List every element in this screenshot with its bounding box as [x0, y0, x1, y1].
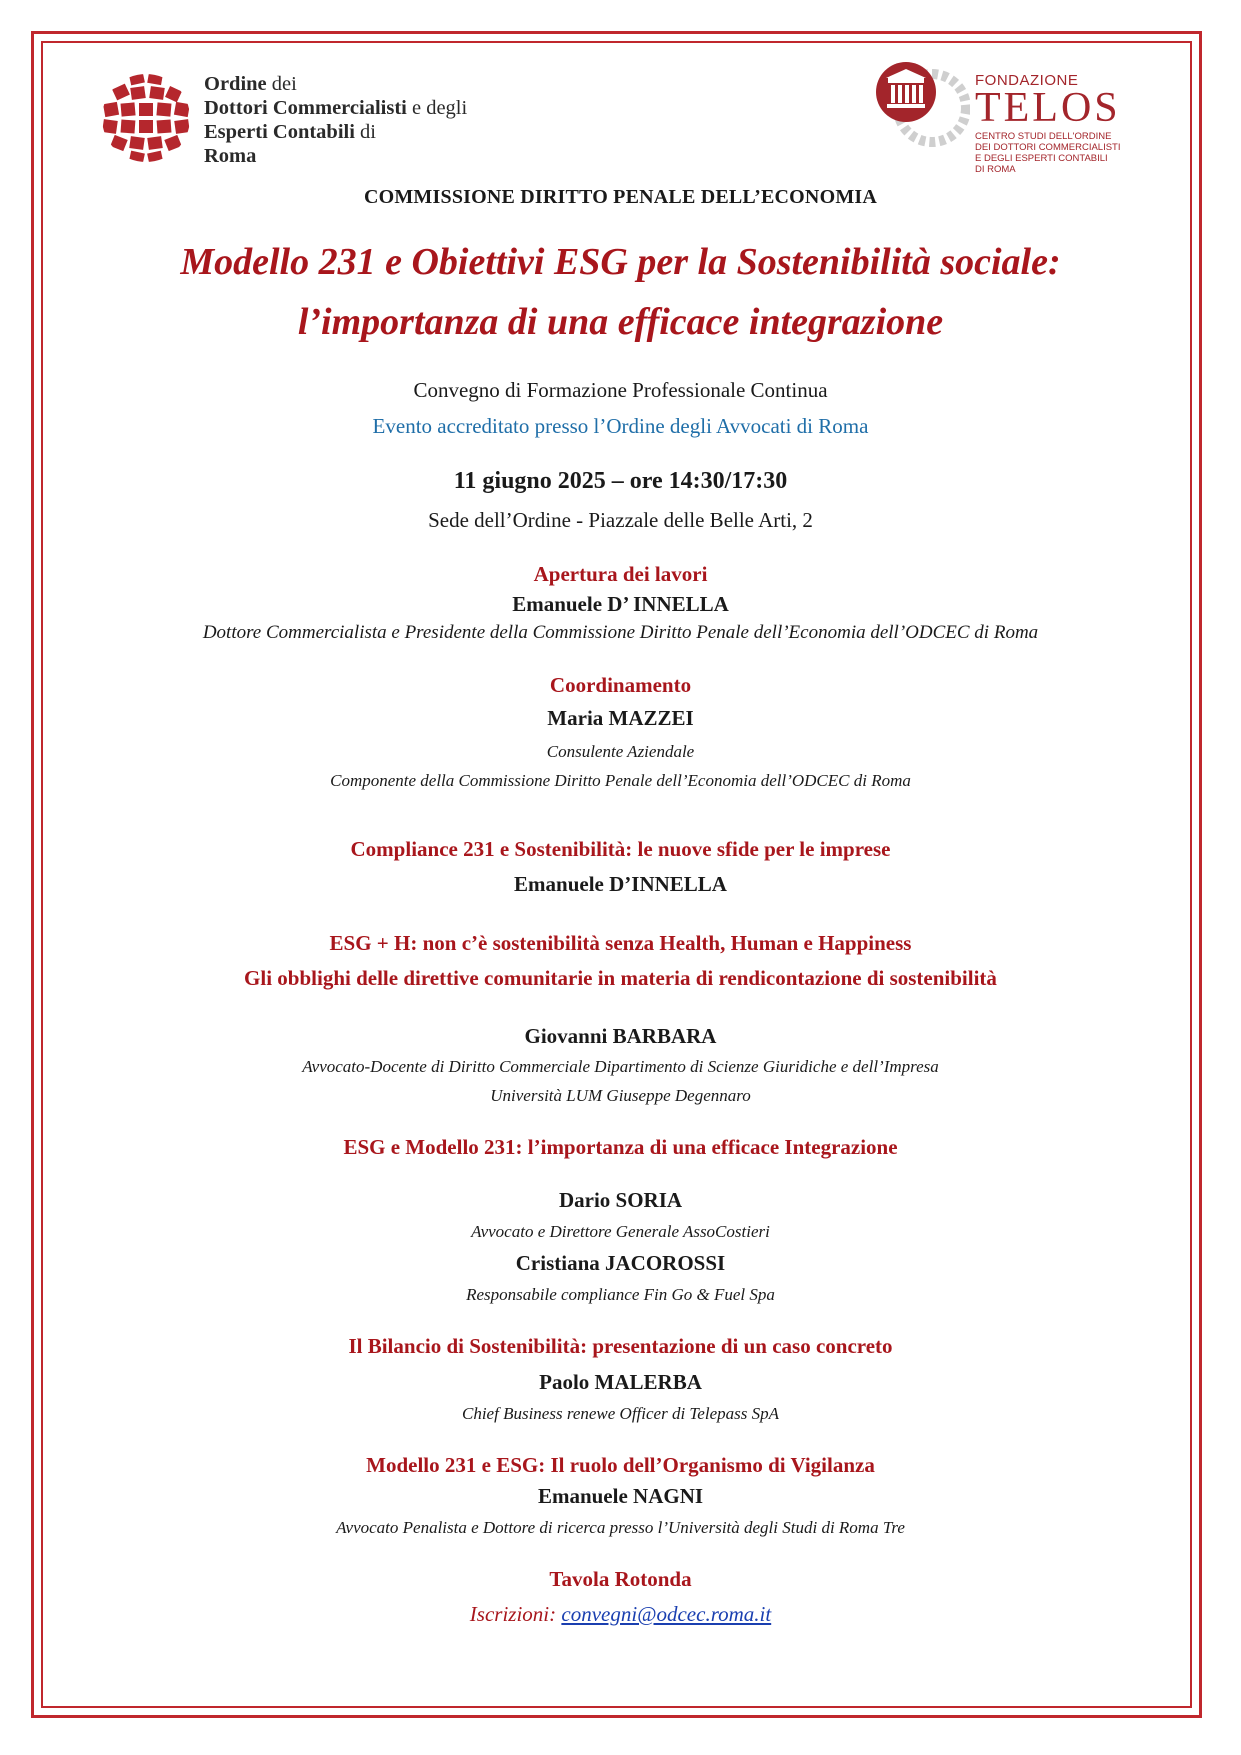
speaker-name: Emanuele D’ INNELLA [512, 592, 729, 616]
speaker-role: Avvocato Penalista e Dottore di ricerca presso l’Università degli Studi di Roma Tre [336, 1518, 905, 1537]
telos-name: FONDAZIONE TELOS CENTRO STUDI DELL'ORDINE DEI DOTTORI COMMERCIALISTI E DEGLI ESPERTI CONTABILI DI ROMA [975, 72, 1121, 175]
odcec-logo [100, 72, 520, 172]
event-subtitle: Convegno di Formazione Professionale Continua [413, 378, 828, 402]
speaker-name: Dario SORIA [558, 1188, 683, 1212]
speaker-name: Maria MAZZEI [547, 706, 694, 730]
telos-emblem-icon [870, 58, 970, 148]
event-venue: Sede dell’Ordine - Piazzale delle Belle Arti, 2 [428, 508, 813, 532]
speaker-role: Avvocato e Direttore Generale AssoCostieri [471, 1222, 770, 1241]
talk-heading: Gli obblighi delle direttive comunitarie in materia di rendicontazione di sostenibilità [244, 966, 997, 990]
speaker-role: Avvocato-Docente di Diritto Commerciale Dipartimento di Scienze Giuridiche e dell’Impresa [302, 1057, 939, 1076]
speaker-name: Paolo MALERBA [539, 1370, 702, 1394]
speaker-role: Componente della Commissione Diritto Penale dell’Economia dell’ODCEC di Roma [330, 771, 911, 790]
speaker-name: Cristiana JACOROSSI [515, 1251, 726, 1275]
talk-heading: ESG e Modello 231: l’importanza di una efficace Integrazione [343, 1135, 898, 1159]
talk-heading: Modello 231 e ESG: Il ruolo dell’Organismo di Vigilanza [366, 1453, 875, 1477]
event-title-line2: l’importanza di una efficace integrazione [297, 301, 944, 343]
speaker-name: Emanuele D’INNELLA [514, 872, 727, 896]
speaker-role: Chief Business renewe Officer di Telepass SpA [462, 1404, 779, 1423]
speaker-role: Consulente Aziendale [546, 742, 695, 761]
speaker-role: Dottore Commercialista e Presidente della Commissione Diritto Penale dell’Economia dell’ODCEC di Roma [202, 622, 1039, 643]
speaker-role: Responsabile compliance Fin Go & Fuel Spa [466, 1285, 775, 1304]
event-title-line1: Modello 231 e Obiettivi ESG per la Sostenibilità sociale: [180, 241, 1061, 283]
roundtable-heading: Tavola Rotonda [549, 1567, 692, 1591]
coordination-heading: Coordinamento [549, 673, 692, 697]
commission-heading: COMMISSIONE DIRITTO PENALE DELL’ECONOMIA [363, 186, 878, 208]
speaker-role: Università LUM Giuseppe Degennaro [490, 1086, 751, 1105]
odcec-globe-icon [100, 72, 192, 164]
speaker-name: Giovanni BARBARA [524, 1024, 717, 1048]
accreditation-note: Evento accreditato presso l’Ordine degli Avvocati di Roma [372, 414, 869, 438]
event-date: 11 giugno 2025 – ore 14:30/17:30 [453, 468, 788, 494]
opening-heading: Apertura dei lavori [533, 562, 708, 586]
odcec-name: Ordine dei Dottori Commercialisti e degli Esperti Contabili di Roma [204, 73, 468, 167]
speaker-name: Emanuele NAGNI [537, 1484, 704, 1508]
talk-heading: ESG + H: non c’è sostenibilità senza Health, Human e Happiness [329, 931, 912, 955]
talk-heading: Compliance 231 e Sostenibilità: le nuove sfide per le imprese [350, 837, 891, 861]
talk-heading: Il Bilancio di Sostenibilità: presentazione di un caso concreto [348, 1334, 893, 1358]
registration-line [60, 1602, 1181, 1627]
telos-logo [870, 58, 1130, 178]
registration-label: Iscrizioni: [469, 1602, 562, 1626]
registration-email-link[interactable]: convegni@odcec.roma.it [561, 1602, 772, 1626]
